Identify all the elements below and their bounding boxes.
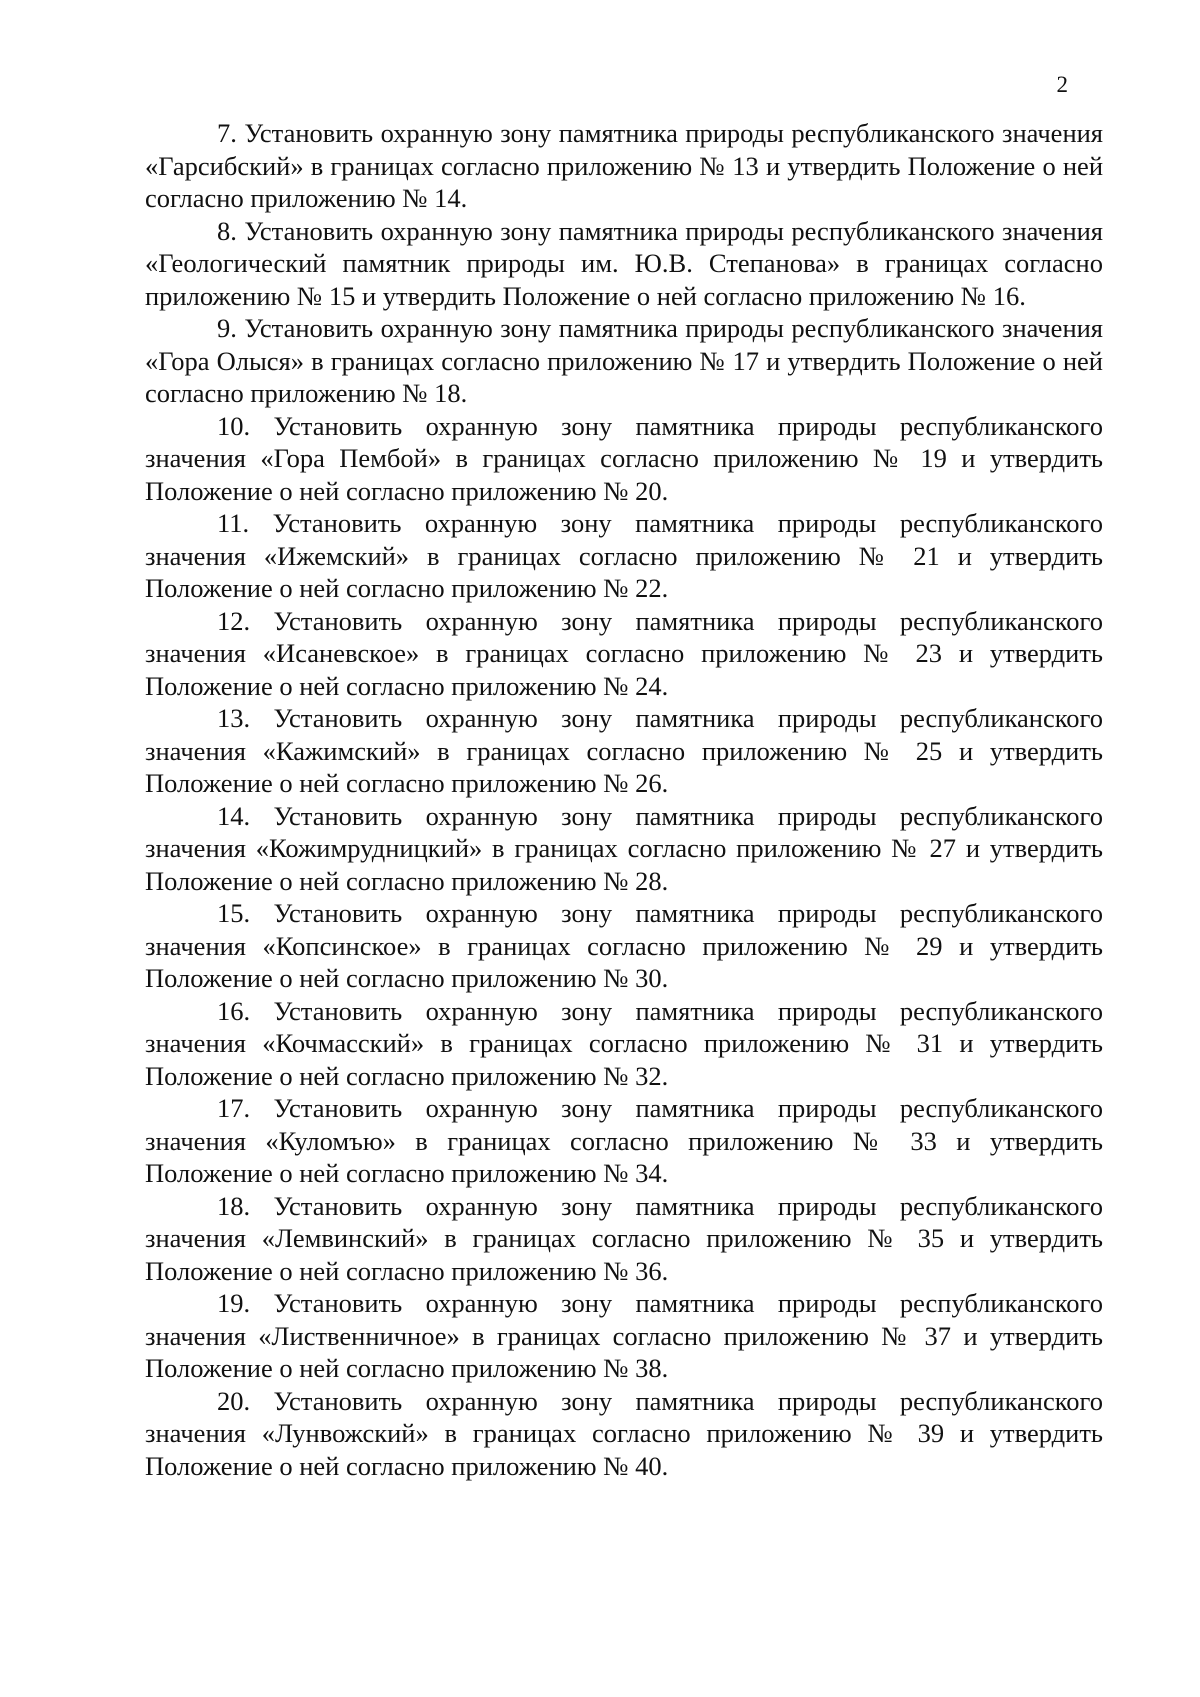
clause-11: 11. Установить охранную зону памятника природы республиканского значения «Ижемский» в границах согласно приложению № 21 и утвердить Положение о ней согласно приложению № 22. — [145, 508, 1103, 603]
clause-17: 17. Установить охранную зону памятника природы республиканского значения «Куломъю» в границах согласно приложению № 33 и утвердить Положение о ней согласно приложению № 34. — [145, 1093, 1103, 1188]
clause-12: 12. Установить охранную зону памятника природы республиканского значения «Исаневское» в границах согласно приложению № 23 и утвердить Положение о ней согласно приложению № 24. — [145, 605, 1103, 701]
document-body — [145, 117, 1103, 1482]
page-number: 2 — [1056, 72, 1068, 97]
clause-14: 14. Установить охранную зону памятника природы республиканского значения «Кожимрудницкий» в границах согласно приложению № 27 и утвердить Положение о ней согласно приложению № 28. — [145, 800, 1103, 896]
clause-19: 19. Установить охранную зону памятника природы республиканского значения «Лиственничное» в границах согласно приложению № 37 и утвердить Положение о ней согласно приложению № 38. — [145, 1288, 1103, 1383]
clause-15: 15. Установить охранную зону памятника природы республиканского значения «Копсинское» в границах согласно приложению № 29 и утвердить Положение о ней согласно приложению № 30. — [145, 898, 1103, 993]
clause-18: 18. Установить охранную зону памятника природы республиканского значения «Лемвинский» в границах согласно приложению № 35 и утвердить Положение о ней согласно приложению № 36. — [145, 1190, 1103, 1286]
clause-7: 7. Установить охранную зону памятника природы республиканского значения «Гарсибский» в границах согласно приложению № 13 и утвердить Положение о ней согласно приложению № 14. — [145, 118, 1103, 213]
clause-16: 16. Установить охранную зону памятника природы республиканского значения «Кочмасский» в границах согласно приложению № 31 и утвердить Положение о ней согласно приложению № 32. — [145, 995, 1103, 1091]
clause-20: 20. Установить охранную зону памятника природы республиканского значения «Лунвожский» в границах согласно приложению № 39 и утвердить Положение о ней согласно приложению № 40. — [145, 1385, 1103, 1481]
clause-9: 9. Установить охранную зону памятника природы республиканского значения «Гора Олыся» в границах согласно приложению № 17 и утвердить Положение о ней согласно приложению № 18. — [145, 313, 1103, 408]
clause-13: 13. Установить охранную зону памятника природы республиканского значения «Кажимский» в границах согласно приложению № 25 и утвердить Положение о ней согласно приложению № 26. — [145, 703, 1103, 798]
clause-10: 10. Установить охранную зону памятника природы республиканского значения «Гора Пембой» в границах согласно приложению № 19 и утвердить Положение о ней согласно приложению № 20. — [145, 410, 1103, 506]
clause-8: 8. Установить охранную зону памятника природы республиканского значения «Геологический памятник природы им. Ю.В. Степанова» в границах согласно приложению № 15 и утвердить Положение о ней согласно приложению № 16. — [145, 215, 1103, 311]
